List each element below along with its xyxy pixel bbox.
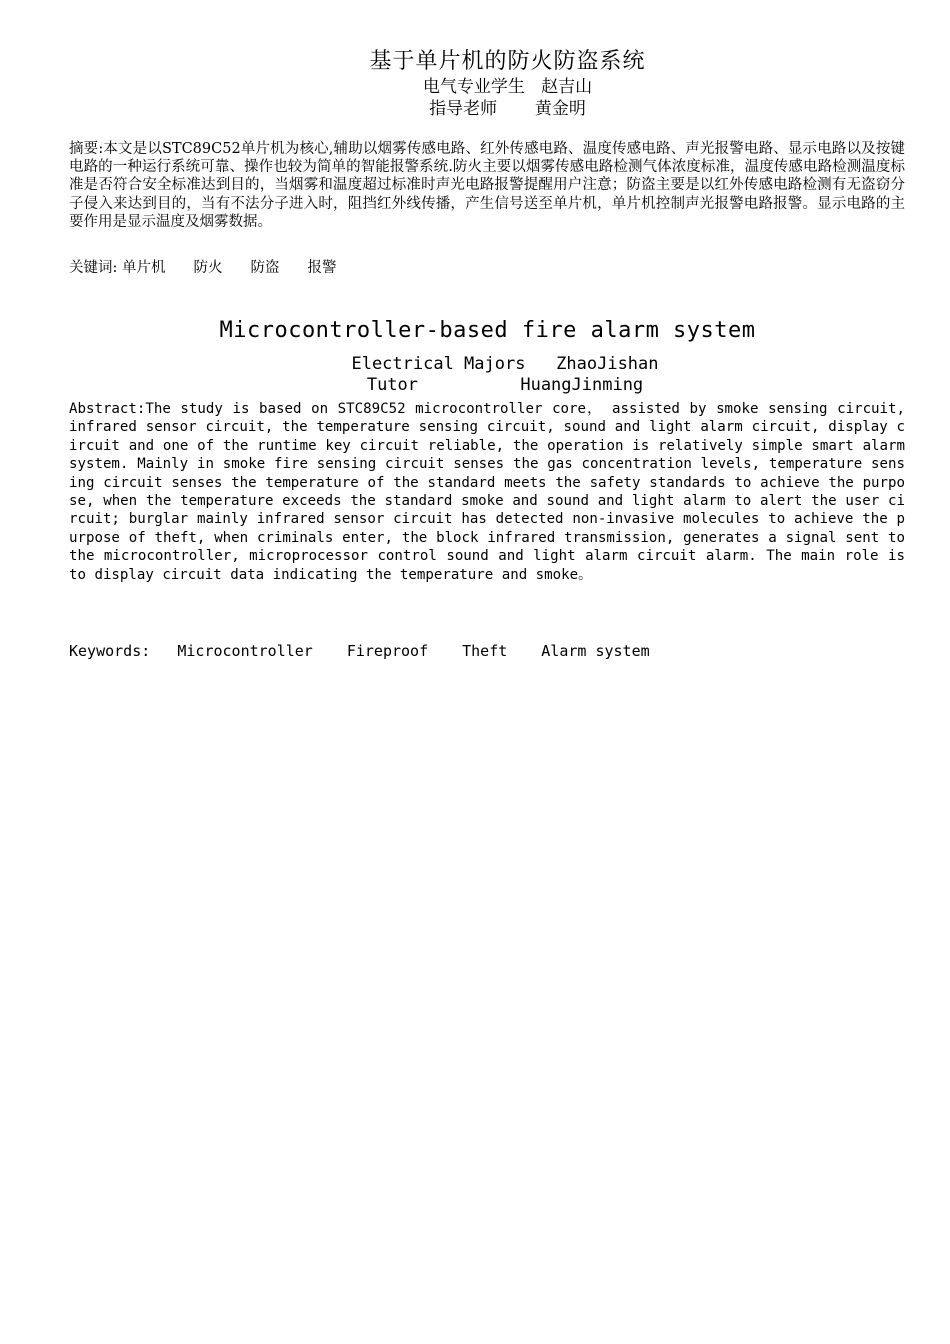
english-keyword: Fireproof xyxy=(346,642,429,660)
chinese-tutor-line: 指导老师 黄金明 xyxy=(429,99,586,119)
english-title: Microcontroller-based fire alarm system xyxy=(219,318,756,343)
chinese-keyword: 单片机 xyxy=(122,260,166,276)
chinese-abstract: 摘要:本文是以STC89C52单片机为核心,辅助以烟雾传感电路、红外传感电路、温度传感电路、声光报警电路、显示电路以及按键电路的一种运行系统可靠、操作也较为简单的智能报警系统.防火主要以烟雾传感电路检测气体浓度标准，温度传感电路检测温度标准是否符合安全标准达到目的，当烟雾和温度超过标准时声光电路报警提醒用户注意；防盗主要是以红外传感电路检测有无盗窃分子侵入来达到目的，当有不法分子进入时，阻挡红外线传播，产生信号送至单片机，单片机控制声光报警电路报警。显示电路的主要作用是显示温度及烟雾数据。 xyxy=(69,141,905,230)
english-keyword: Theft xyxy=(462,642,508,660)
chinese-keyword: 防火 xyxy=(193,260,223,276)
chinese-keywords xyxy=(69,256,905,277)
english-keyword: Alarm system xyxy=(541,642,650,660)
english-abstract: Abstract:The study is based on STC89C52 microcontroller core， assisted by smoke sensing circuit, infrared sensor circuit, the temperature sensing circuit, sound and light alarm circuit, display circuit and one of the runtime key circuit reliable, the operation is relatively simple smart alarm system. Mainly in smoke fire sensing circuit senses the gas concentration levels, temperature sensing circuit senses the temperature of the standard meets the safety standards to achieve the purpose, when the temperature exceeds the standard smoke and sound and light alarm to alert the user circuit; burglar mainly infrared sensor circuit has detected non-invasive molecules to achieve the purpose of theft, when criminals enter, the block infrared transmission, generates a signal sent to the microcontroller, microprocessor control sound and light alarm circuit alarm. The main role is to display circuit data indicating the temperature and smoke。 xyxy=(69,401,905,583)
english-author-line: Electrical Majors ZhaoJishan xyxy=(351,354,659,374)
english-tutor-line: Tutor HuangJinming xyxy=(366,375,644,395)
english-keyword: Microcontroller xyxy=(177,642,313,660)
chinese-keyword: 防盗 xyxy=(250,260,280,276)
chinese-author-line: 电气专业学生 赵吉山 xyxy=(422,77,593,97)
chinese-keywords-label: 关键词: xyxy=(69,260,118,276)
chinese-keyword: 报警 xyxy=(307,260,337,276)
chinese-title: 基于单片机的防火防盗系统 xyxy=(369,49,646,74)
english-keywords-label: Keywords: xyxy=(69,642,151,660)
english-keywords xyxy=(69,642,905,660)
